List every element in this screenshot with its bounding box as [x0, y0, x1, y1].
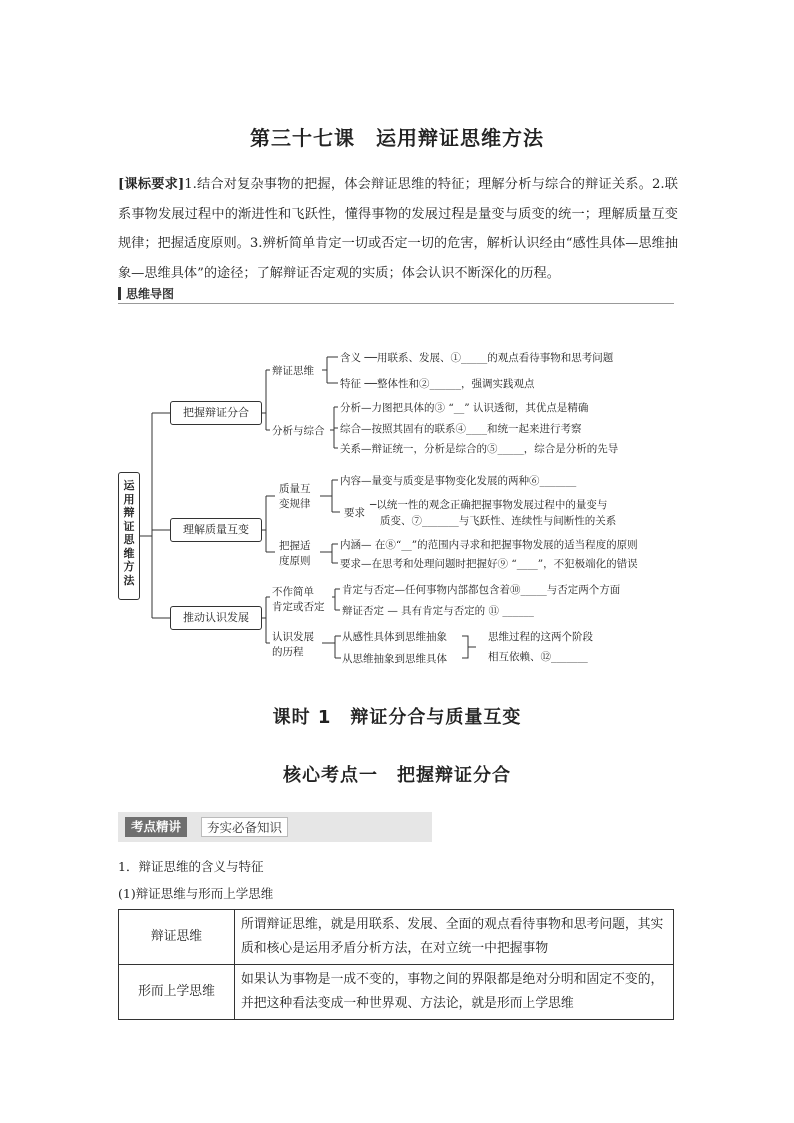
root-char: 辩 [123, 506, 135, 519]
root-char: 证 [123, 519, 135, 533]
mindmap-level2-law-line2: 变规律 [279, 498, 311, 510]
banner-subtitle: 夯实必备知识 [201, 817, 288, 837]
mindmap-leaf: 特征 ──整体性和②______，强调实践观点 [340, 378, 535, 390]
root-char: 维 [123, 546, 135, 560]
mindmap-level2-negation-line1: 不作简单 [272, 586, 314, 598]
mindmap-level2-law-line1: 质量互 [279, 483, 311, 495]
mindmap-leaf: 综合—按照其固有的联系④____和统一起来进行考察 [340, 423, 582, 435]
mindmap-leaf: 关系—辩证统一，分析是综合的⑤_____，综合是分析的先导 [340, 443, 619, 455]
mindmap-node-dialectical-division: 把握辩证分合 [170, 401, 262, 425]
mindmap-leaf: 内涵— 在⑧“__”的范围内寻求和把握事物发展的适当程度的原则 [340, 539, 638, 551]
table-desc: 所谓辩证思维，就是用联系、发展、全面的观点看待事物和思考问题，其实质和核心是运用矛盾分析方法，在对立统一中把握事物 [235, 910, 674, 965]
mindmap-leaf: 相互依赖、⑫_______ [488, 651, 588, 663]
mindmap-leaf: ─以统一性的观念正确把握事物发展过程中的量变与 [370, 499, 608, 511]
mindmap-level2-analysis-synthesis: 分析与综合 [272, 425, 325, 437]
mindmap-leaf: 从感性具体到思维抽象 [342, 631, 447, 643]
mindmap-level2-moderation-line2: 度原则 [279, 555, 311, 567]
section-subheading: (1)辩证思维与形而上学思维 [118, 886, 274, 901]
knowledge-banner [118, 812, 432, 842]
table-term: 形而上学思维 [119, 965, 235, 1020]
requirements-tag: [课标要求] [118, 177, 185, 192]
requirements-text: 1.结合对复杂事物的把握，体会辩证思维的特征；理解分析与综合的辩证关系。2.联系事物发展过程中的渐进性和飞跃性，懂得事物的发展过程是量变与质变的统一；理解质量互变规律；把握适度原则。3.辨析简单肯定一切或否定一切的危害，解析认识经由“感性具体—思维抽象—思维具体”的途径；了解辩证否定观的实质；体会认识不断深化的历程。 [118, 177, 679, 281]
mindmap-level2-moderation-line1: 把握适 [279, 540, 311, 552]
mindmap-leaf: 思维过程的这两个阶段 [488, 631, 593, 643]
definition-table [118, 909, 674, 1020]
mindmap-leaf: 分析—力图把具体的③ “__” 认识透彻，其优点是精确 [340, 402, 589, 414]
mindmap-level2-history-line2: 的历程 [272, 646, 304, 658]
mindmap-leaf: 要求 [344, 507, 365, 519]
mindmap-header-label: 思维导图 [126, 287, 175, 301]
core-point-title: 核心考点一 把握辩证分合 [283, 765, 511, 786]
section-heading: 1．辩证思维的含义与特征 [118, 859, 264, 874]
banner-badge: 考点精讲 [125, 817, 187, 837]
mindmap-leaf: 辩证否定 — 具有肯定与否定的 ⑪ ______ [342, 605, 534, 617]
table-row [119, 910, 674, 965]
table-desc: 如果认为事物是一成不变的，事物之间的界限都是绝对分明和固定不变的，并把这种看法变成一种世界观、方法论，就是形而上学思维 [235, 965, 674, 1020]
mindmap-leaf: 肯定与否定—任何事物内部都包含着⑩_____与否定两个方面 [342, 584, 621, 596]
mindmap-leaf: 内容—量变与质变是事物变化发展的两种⑥_______ [340, 475, 577, 487]
mindmap-level2-negation-line2: 肯定或否定 [272, 601, 325, 613]
mindmap-node-quantity-quality: 理解质量互变 [170, 518, 262, 542]
root-char: 法 [123, 573, 135, 587]
root-char: 思 [123, 533, 135, 546]
page-title: 第三十七课 运用辩证思维方法 [250, 126, 544, 150]
mindmap-leaf: 质变、⑦_______与飞跃性、连续性与间断性的关系 [380, 515, 617, 527]
table-term: 辩证思维 [119, 910, 235, 965]
mindmap-leaf: 从思维抽象到思维具体 [342, 653, 447, 665]
table-row [119, 965, 674, 1020]
mindmap-level2-dialectical-thinking: 辩证思维 [272, 365, 314, 377]
mindmap-node-cognition: 推动认识发展 [170, 606, 262, 630]
mindmap-leaf: 要求—在思考和处理问题时把握好⑨ “____”，不犯极端化的错误 [340, 558, 638, 570]
mindmap-root [118, 472, 140, 600]
root-char: 用 [123, 492, 135, 506]
mindmap-level2-history-line1: 认识发展 [272, 631, 314, 643]
lesson-title: 课时 1 辩证分合与质量互变 [272, 707, 522, 728]
root-char: 运 [123, 479, 135, 492]
root-char: 方 [123, 560, 135, 573]
mindmap-leaf: 含义 ──用联系、发展、①_____的观点看待事物和思考问题 [340, 352, 614, 364]
